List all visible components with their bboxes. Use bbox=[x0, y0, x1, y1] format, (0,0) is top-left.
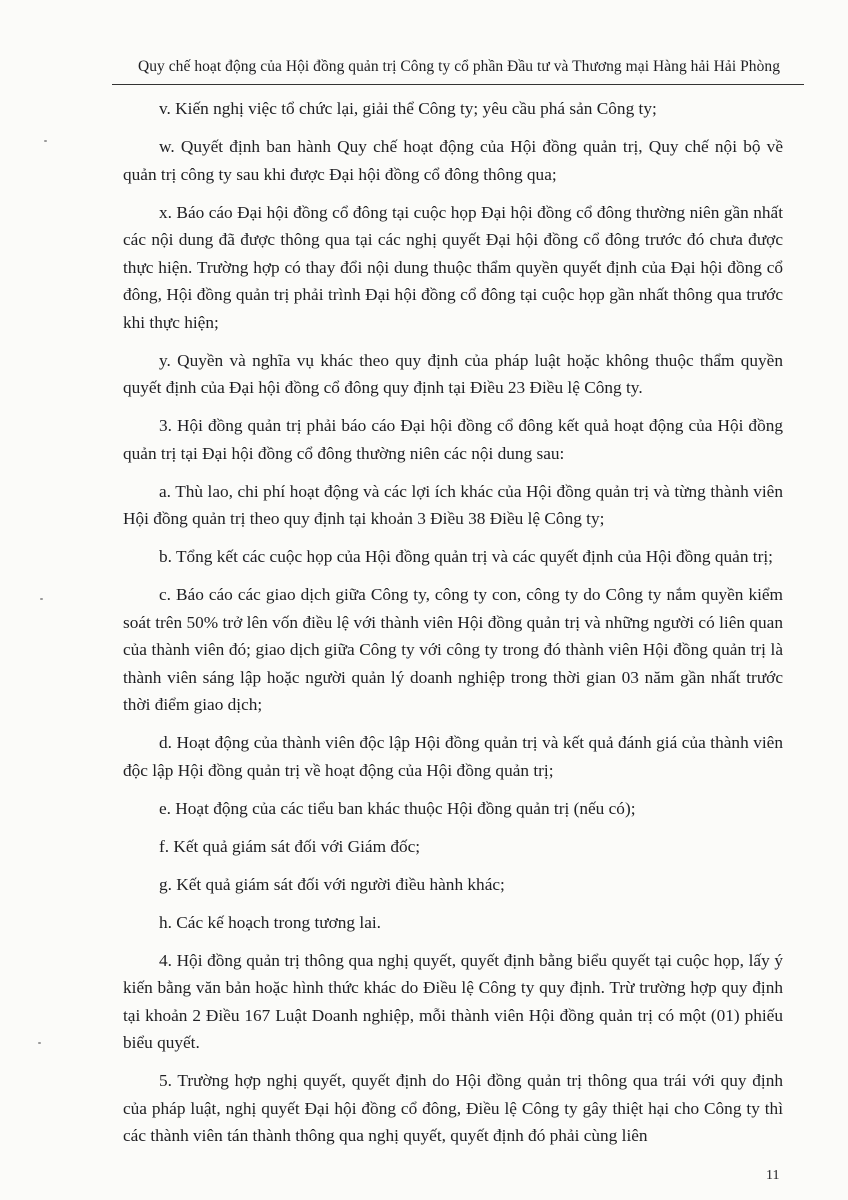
paragraph-d: d. Hoạt động của thành viên độc lập Hội đồng quản trị và kết quả đánh giá của thành viên độc lập Hội đồng quản trị về hoạt động của Hội đồng quản trị; bbox=[123, 733, 783, 780]
paragraph-g: g. Kết quả giám sát đối với người điều hành khác; bbox=[159, 874, 505, 894]
document-body bbox=[123, 95, 783, 1160]
paragraph-5: 5. Trường hợp nghị quyết, quyết định do Hội đồng quản trị thông qua trái với quy định của pháp luật, nghị quyết Đại hội đồng cổ đông, Điều lệ Công ty gây thiệt hại cho Công ty thì các thành viên tán thành thông qua nghị quyết, quyết định đó phải cùng liên bbox=[123, 1071, 783, 1145]
paragraph-w: w. Quyết định ban hành Quy chế hoạt động của Hội đồng quản trị, Quy chế nội bộ về quản trị công ty sau khi được Đại hội đồng cổ đông thông qua; bbox=[123, 137, 783, 184]
paragraph-4: 4. Hội đồng quản trị thông qua nghị quyết, quyết định bằng biểu quyết tại cuộc họp, lấy ý kiến bằng văn bản hoặc hình thức khác do Điều lệ Công ty quy định. Trừ trường hợp quy định tại khoản 2 Điều 167 Luật Doanh nghiệp, mỗi thành viên Hội đồng quản trị có một (01) phiếu biểu quyết. bbox=[123, 950, 783, 1052]
paragraph-x: x. Báo cáo Đại hội đồng cổ đông tại cuộc họp Đại hội đồng cổ đông thường niên gần nhất các nội dung đã được thông qua tại các nghị quyết Đại hội đồng cổ đông trước đó chưa được thực hiện. Trường hợp có thay đổi nội dung thuộc thẩm quyền quyết định của Đại hội đồng cổ đông, Hội đồng quản trị phải trình Đại hội đồng cổ đông tại cuộc họp gần nhất thông qua trước khi thực hiện; bbox=[123, 202, 783, 332]
header-rule bbox=[112, 84, 804, 85]
scan-speck bbox=[44, 140, 47, 142]
paragraph-c: c. Báo cáo các giao dịch giữa Công ty, công ty con, công ty do Công ty nắm quyền kiểm soát trên 50% trở lên vốn điều lệ với thành viên Hội đồng quản trị và những người có liên quan của thành viên đó; giao dịch giữa Công ty với công ty trong đó thành viên Hội đồng quản trị là thành viên sáng lập hoặc người quản lý doanh nghiệp trong thời gian 03 năm gần nhất trước thời điểm giao dịch; bbox=[123, 585, 783, 714]
paragraph-y: y. Quyền và nghĩa vụ khác theo quy định của pháp luật hoặc không thuộc thẩm quyền quyết định của Đại hội đồng cổ đông quy định tại Điều 23 Điều lệ Công ty. bbox=[123, 350, 783, 397]
page-number: 11 bbox=[766, 1168, 780, 1183]
paragraph-3: 3. Hội đồng quản trị phải báo cáo Đại hội đồng cổ đông kết quả hoạt động của Hội đồng quản trị tại Đại hội đồng cổ đông thường niên các nội dung sau: bbox=[123, 416, 783, 463]
paragraph-h: h. Các kế hoạch trong tương lai. bbox=[159, 912, 381, 932]
paragraph-a: a. Thù lao, chi phí hoạt động và các lợi ích khác của Hội đồng quản trị và từng thành viên Hội đồng quản trị theo quy định tại khoản 3 Điều 38 Điều lệ Công ty; bbox=[123, 481, 783, 528]
paragraph-e: e. Hoạt động của các tiểu ban khác thuộc Hội đồng quản trị (nếu có); bbox=[159, 798, 636, 818]
paragraph-v: v. Kiến nghị việc tổ chức lại, giải thể Công ty; yêu cầu phá sản Công ty; bbox=[159, 99, 657, 118]
page-header: Quy chế hoạt động của Hội đồng quản trị Công ty cổ phần Đầu tư và Thương mại Hàng hải Hải Phòng bbox=[137, 58, 781, 75]
scan-speck bbox=[40, 598, 43, 600]
paragraph-b: b. Tổng kết các cuộc họp của Hội đồng quản trị và các quyết định của Hội đồng quản trị; bbox=[159, 547, 773, 566]
scan-speck bbox=[38, 1042, 41, 1044]
paragraph-f: f. Kết quả giám sát đối với Giám đốc; bbox=[159, 836, 421, 856]
